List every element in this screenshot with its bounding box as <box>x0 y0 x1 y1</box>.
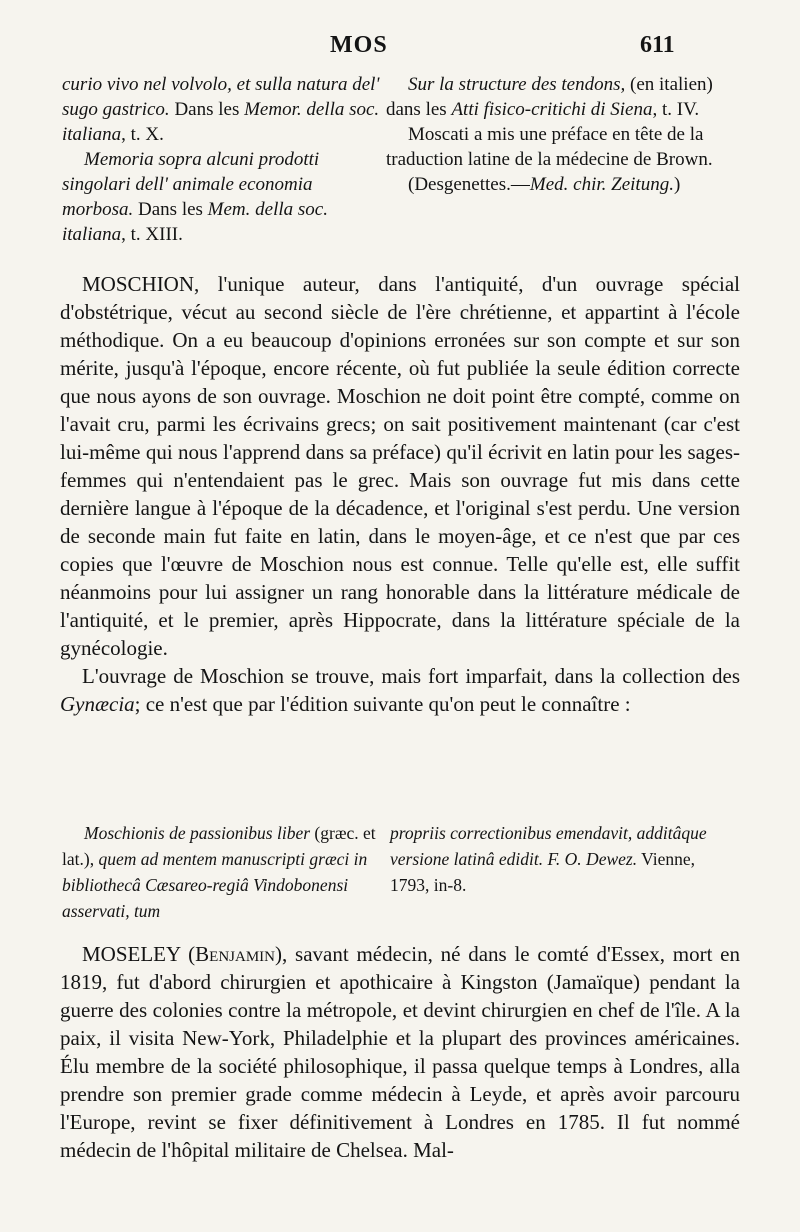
entry-volume: , t. IV. <box>652 99 700 120</box>
paragraph-text: ; ce n'est que par l'édition suivante qu'on peut le connaître : <box>134 692 631 716</box>
running-header <box>0 30 800 70</box>
citation-text <box>62 820 380 924</box>
paragraph-text: , l'unique auteur, dans l'antiquité, d'un ouvrage spécial d'obstétrique, vécut au second siècle de l'ère chrétienne, et appartint à l'école méthodique. On a eu beaucoup d'opinions erronées sur son compte et sur son mérite, jusqu'à l'époque, encore récente, où fut publiée la seule édition correcte que nous ayons de son ouvrage. Moschion ne doit point être compté, comme on l'avait cru, parmi les écrivains grecs; on sait positivement maintenant (car c'est lui-même qui nous l'apprend dans sa préface) qu'il écrivit en latin pour les sages-femmes qui n'entendaient pas le grec. Mais son ouvrage fut mis dans cette dernière langue à l'époque de la décadence, et l'original s'est perdu. Une version de seconde main fut faite en latin, dans le moyen-âge, et ce n'est que par ces copies que l'œuvre de Moschion nous est connue. Telle qu'elle est, elle suffit néanmoins pour lui assigner un rang honorable dans la littérature médicale de l'antiquité, et le premier, après Hippocrate, dans la littérature spéciale de la gynécologie. <box>60 272 740 660</box>
entry-headword: MOSCHION <box>82 272 195 296</box>
entry-title: curio vivo nel volvolo, et sulla natura del' sugo gastrico. <box>62 74 380 120</box>
work-title: Gynæcia <box>60 692 135 716</box>
citation-title: propriis correctionibus emendavit, additâque versione latinâ edidit. <box>390 823 707 869</box>
entry-firstname-open: ( <box>188 942 196 966</box>
article-paragraph <box>60 270 740 662</box>
entry-source: Mem. della soc. italiana <box>62 199 328 245</box>
moschion-article <box>60 270 740 718</box>
paragraph-text: , savant médecin, né dans le comté d'Essex, mort en 1819, fut d'abord chirurgien et apothicaire à Kingston (Jamaïque) pendant la guerre des colonies contre la métropole, et devint chirurgien en chef de l'île. A la paix, il visita New-York, Philadelphie et la plupart des provinces américaines. Élu membre de la société philosophique, il passa quelque temps à Londres, alla prendre son premier grade comme médecin à Leyde, et après avoir parcouru l'Europe, revint se fixer définitivement à Londres en 1785. Il fut nommé médecin de l'hôpital militaire de Chelsea. Mal- <box>60 942 741 1162</box>
citation-title: Moschionis de passionibus liber <box>84 823 311 843</box>
article-paragraph <box>60 662 740 718</box>
entry-title: Sur la structure des tendons, <box>408 74 626 95</box>
entry-text: Dans les <box>174 99 240 120</box>
credit-journal: Med. chir. Zeitung. <box>529 174 674 195</box>
entry-text: (en italien) dans les <box>386 74 713 120</box>
citation-editor: F. O. Dewez. <box>547 849 638 869</box>
entry-source: Atti fisico-critichi di Siena <box>451 99 653 120</box>
entry-firstname: Benjamin <box>195 942 276 966</box>
citation-left-column <box>62 820 380 924</box>
bibliography-entry <box>62 72 380 147</box>
source-credit <box>386 172 731 197</box>
bibliography-entry <box>62 147 380 247</box>
entry-headword: MOSELEY <box>82 942 181 966</box>
entry-text: Dans les <box>138 199 203 220</box>
paragraph-text: L'ouvrage de Moschion se trouve, mais fort imparfait, dans la collection des <box>82 664 740 688</box>
page-number: 611 <box>640 32 675 58</box>
citation-lang: (græc. et lat.), <box>62 823 376 869</box>
citation-title: quem ad mentem manuscripti græci in bibliothecâ Cæsareo-regiâ Vindobonensi asservati, tum <box>62 849 368 921</box>
credit-author: (Desgenettes.— <box>408 174 530 195</box>
bibliography-entry <box>386 72 731 122</box>
credit-close: ) <box>673 174 681 195</box>
citation-text <box>390 820 730 898</box>
citation-right-column <box>390 820 730 898</box>
top-right-column <box>386 72 731 197</box>
entry-firstname-close: ) <box>275 942 283 966</box>
entry-volume: , t. XIII. <box>121 224 183 245</box>
entry-source: Memor. della soc. italiana <box>62 99 380 145</box>
citation-imprint: Vienne, 1793, in-8. <box>390 849 696 895</box>
running-title: MOS <box>330 32 388 58</box>
article-paragraph <box>60 940 740 1164</box>
top-left-column <box>62 72 380 247</box>
entry-volume: , t. X. <box>121 124 164 145</box>
entry-title: Memoria sopra alcuni prodotti singolari dell' animale economia morbosa. <box>62 149 320 220</box>
moseley-article <box>60 940 740 1164</box>
note-text: Moscati a mis une préface en tête de la traduction latine de la médecine de Brown. <box>386 124 713 170</box>
